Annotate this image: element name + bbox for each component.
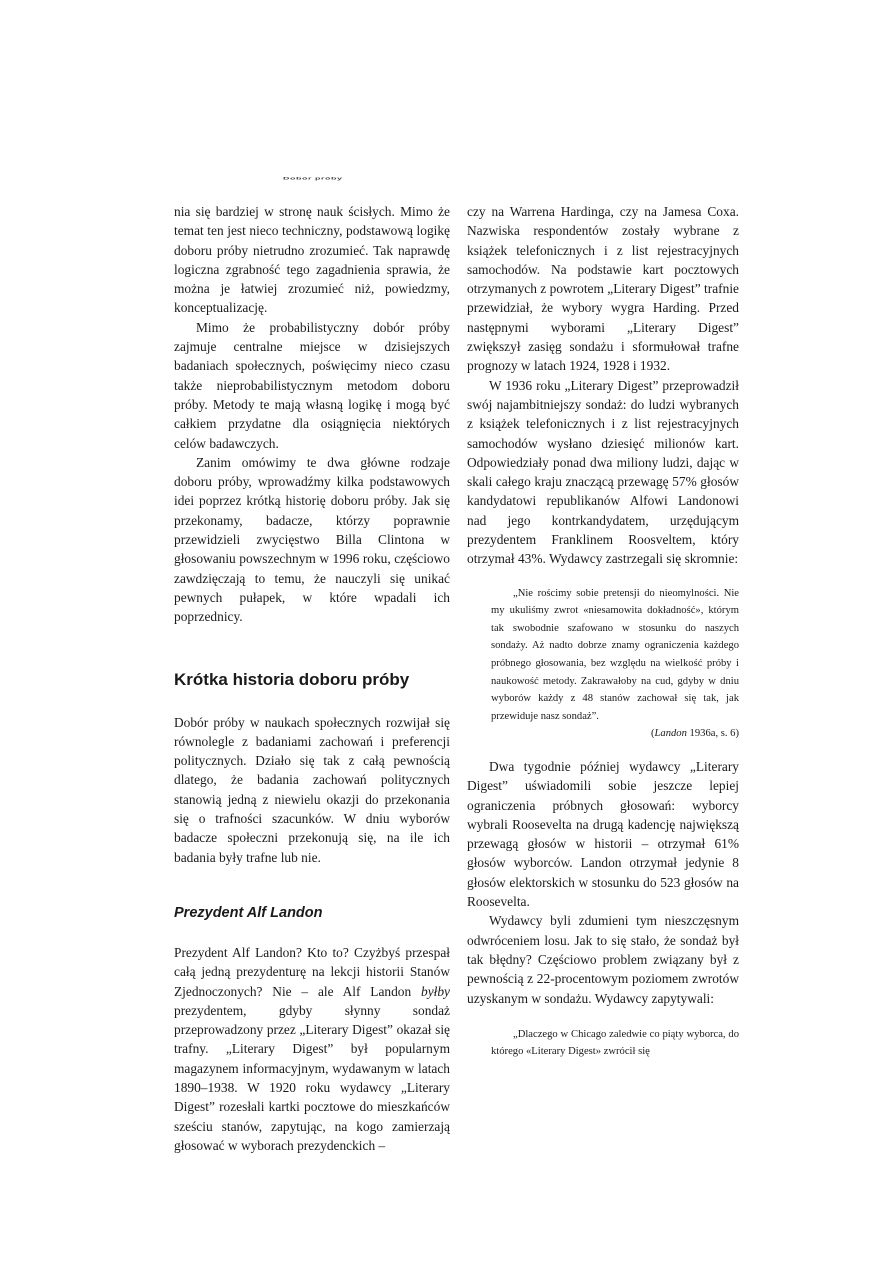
running-head: Dobór próby bbox=[283, 176, 343, 181]
paragraph bbox=[174, 943, 450, 1155]
section-heading: Krótka historia doboru próby bbox=[174, 669, 410, 689]
right-column bbox=[467, 202, 739, 1061]
emphasis-text: byłby bbox=[421, 983, 450, 999]
quote-text: „Nie rościmy sobie pretensji do nieomylności. Nie my ukuliśmy zwrot «niesamowita dokładność», którym tak swobodnie szafowano w stosunku do naszych sondaży. Aż nadto dobrze znamy ograniczenia każdego próbnego głosowania, bez względu na wielkość próby i naukowość metody. Zakrawałoby na cud, gdyby w dniu wyborów każdy z 48 stanów zachował się tak, jak przewiduje nasz sondaż”. bbox=[491, 587, 739, 722]
paragraph: czy na Warrena Hardinga, czy na Jamesa Coxa. Nazwiska respondentów zostały wybrane z książek telefonicznych i z list rejestracyjnych samochodów. Na podstawie kart pocztowych otrzymanych z powrotem „Literary Digest” trafnie przewidział, że wybory wygra Harding. Przed następnymi wyborami „Literary Digest” zwiększył zasięg sondażu i sformułował trafne prognozy w latach 1924, 1928 i 1932. bbox=[467, 204, 739, 374]
paragraph: nia się bardziej w stronę nauk ścisłych. Mimo że temat ten jest nieco techniczny, podstawową logikę doboru próby nietrudno zrozumieć. Tak naprawdę logiczna zgrabność tego zagadnienia sprawia, że można je łatwiej zrozumieć niż, powiedzmy, konceptualizację. bbox=[174, 204, 450, 316]
quote-text: „Dlaczego w Chicago zaledwie co piąty wyborca, do którego «Literary Digest» zwrócił się bbox=[491, 1028, 739, 1058]
paragraph: Mimo że probabilistyczny dobór próby zajmuje centralne miejsce w dzisiejszych badaniach społecznych, poświęcimy nieco czasu także nieprobabilistycznym metodom doboru próby. Metody te mają własną logikę i mogą być całkiem przydatne dla osiągnięcia niektórych celów badawczych. bbox=[174, 319, 450, 451]
paragraph: Zanim omówimy te dwa główne rodzaje doboru próby, wprowadźmy kilka podstawowych idei poprzez krótką historię doboru próby. Jak się przekonamy, badacze, którzy poprawnie przewidzieli zwycięstwo Billa Clintona w głosowaniu powszechnym w 1996 roku, częściowo zawdzięczają to temu, że nauczyli się unikać pewnych pułapek, w które wpadali ich poprzednicy. bbox=[174, 454, 450, 625]
paragraph: Dwa tygodnie później wydawcy „Literary Digest” uświadomili sobie jeszcze lepiej ograniczenia próbnych głosowań: wyborcy wybrali Roosevelta na drugą kadencję największą przewagą głosów w historii – otrzymał 61% głosów wyborców. Landon otrzymał jedynie 8 głosów elektorskich w stosunku do 523 głosów na Roosevelta. bbox=[467, 758, 739, 910]
quote-source-rest: 1936a, s. 6) bbox=[686, 728, 739, 740]
quote-source: (Landon 1936a, s. 6) bbox=[650, 728, 739, 740]
left-column bbox=[174, 202, 450, 1155]
paragraph-text: Prezydent Alf Landon? Kto to? Czyżbyś przespał całą jedną prezydenturę na lekcji historii Stanów Zjednoczonych? Nie – ale Alf Landon bbox=[174, 944, 450, 999]
block-quote bbox=[491, 1026, 739, 1061]
paragraph: Wydawcy byli zdumieni tym nieszczęsnym odwróceniem losu. Jak to się stało, że sondaż był tak błędny? Częściowo problem związany był z pewnością z 22-procentowym poziomem zwrotów uzyskanym w sondażu. Wydawcy zapytywali: bbox=[467, 913, 739, 1006]
block-quote bbox=[491, 585, 739, 743]
quote-source-author: Landon bbox=[654, 728, 687, 740]
paragraph: W 1936 roku „Literary Digest” przeprowadził swój najambitniejszy sondaż: do ludzi wybranych z książek telefonicznych i z list rejestracyjnych samochodów wysłano dziesięć milionów kart. Odpowiedziały ponad dwa miliony ludzi, dając w skali całego kraju znaczącą przewagę 57% głosów kandydatowi republikanów Alfowi Landonowi nad jego kontrkandydatem, urzędującym prezydentem Franklinem Roosveltem, który otrzymał 43%. Wydawcy zastrzegali się skromnie: bbox=[467, 377, 739, 567]
paragraph: Dobór próby w naukach społecznych rozwijał się równolegle z badaniami zachowań i preferencji politycznych. Działo się tak z całą pewnością dlatego, że badania zachowań politycznych stanowią jedną z niewielu okazji do przekonania się o trafności szacunków. W dniu wyborów badacze społeczni przekonują się, na ile ich badania były trafne lub nie. bbox=[174, 714, 450, 865]
subsection-heading: Prezydent Alf Landon bbox=[174, 904, 323, 921]
paragraph-text: prezydentem, gdyby słynny sondaż przeprowadzony przez „Literary Digest” okazał się trafny. „Literary Digest” był popularnym magazynem informacyjnym, wydawanym w latach 1890–1938. W 1920 roku wydawcy „Literary Digest” rozesłali kartki pocztowe do mieszkańców sześciu stanów, zapytując, na kogo zamierzają głosować w wyborach prezydenckich – bbox=[174, 1002, 450, 1153]
